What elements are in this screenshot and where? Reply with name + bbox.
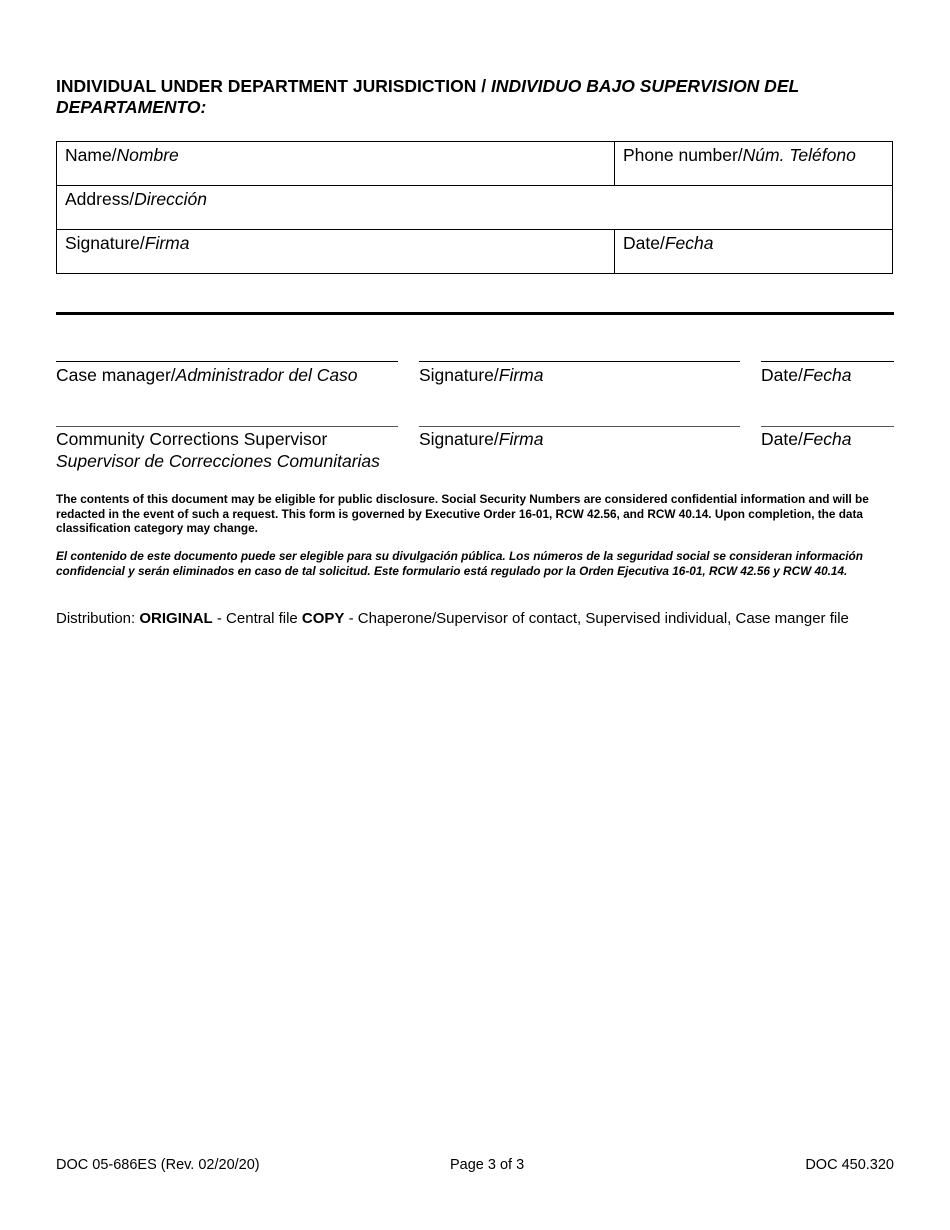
case-manager-signature-line[interactable] xyxy=(419,361,740,362)
case-manager-date-label: Date/Fecha xyxy=(761,365,852,385)
footer-policy-number: DOC 450.320 xyxy=(805,1157,894,1173)
heading-spanish: INDIVIDUO BAJO SUPERVISION DEL DEPARTAMENTO: xyxy=(56,76,799,117)
supervisor-label-en: Community Corrections Supervisor xyxy=(56,429,328,449)
disclosure-notice-es: El contenido de este documento puede ser elegible para su divulgación pública. Los números de la seguridad social se consideran información confidencial y serán eliminados en caso de tal solicitud. Este formulario está regulado por la Orden Ejecutiva 16-01, RCW 42.56 y RCW 40.14. xyxy=(56,549,863,578)
phone-label-es: Núm. Teléfono xyxy=(742,145,856,165)
signature-label-es: Firma xyxy=(144,233,190,253)
individual-date-field[interactable] xyxy=(615,230,893,274)
distribution-original-label: ORIGINAL xyxy=(139,610,213,627)
individual-signature-field[interactable] xyxy=(57,230,615,274)
supervisor-date-line[interactable] xyxy=(761,426,894,427)
name-field[interactable] xyxy=(57,142,615,186)
signature-label-en: Signature/ xyxy=(65,233,145,253)
date-label-en: Date/ xyxy=(623,233,665,253)
phone-field[interactable] xyxy=(615,142,893,186)
footer-page-number: Page 3 of 3 xyxy=(450,1157,525,1173)
name-label-es: Nombre xyxy=(116,145,179,165)
heading-english: INDIVIDUAL UNDER DEPARTMENT JURISDICTION / xyxy=(56,76,491,96)
supervisor-signature-line[interactable] xyxy=(419,426,740,427)
supervisor-label-es: Supervisor de Correcciones Comunitarias xyxy=(56,451,380,471)
address-field[interactable] xyxy=(57,186,893,230)
distribution-copy-label: COPY xyxy=(301,610,345,627)
case-manager-label: Case manager/Administrador del Caso xyxy=(56,365,358,385)
name-label-en: Name/ xyxy=(65,145,117,165)
address-label-en: Address/ xyxy=(65,189,135,209)
case-manager-signature-label: Signature/Firma xyxy=(419,365,544,385)
footer-form-number: DOC 05-686ES (Rev. 02/20/20) xyxy=(56,1157,260,1173)
case-manager-date-line[interactable] xyxy=(761,361,894,362)
individual-info-table xyxy=(56,141,893,274)
date-label-es: Fecha xyxy=(664,233,714,253)
supervisor-signature-label: Signature/Firma xyxy=(419,429,544,449)
disclosure-notice-en: The contents of this document may be eligible for public disclosure. Social Security Numbers are considered confidential information and will be redacted in the event of such a request. This form is governed by Executive Order 16-01, RCW 42.56, and RCW 40.14. Upon completion, the data classification category may change. xyxy=(56,492,869,535)
section-divider xyxy=(56,312,894,315)
phone-label-en: Phone number/ xyxy=(623,145,743,165)
supervisor-line[interactable] xyxy=(56,426,398,427)
address-label-es: Dirección xyxy=(134,189,208,209)
form-heading xyxy=(56,76,896,118)
distribution-line: Distribution: ORIGINAL - Central file COPY - Chaperone/Supervisor of contact, Supervised individual, Case manger file xyxy=(56,610,849,627)
supervisor-date-label: Date/Fecha xyxy=(761,429,852,449)
case-manager-line[interactable] xyxy=(56,361,398,362)
